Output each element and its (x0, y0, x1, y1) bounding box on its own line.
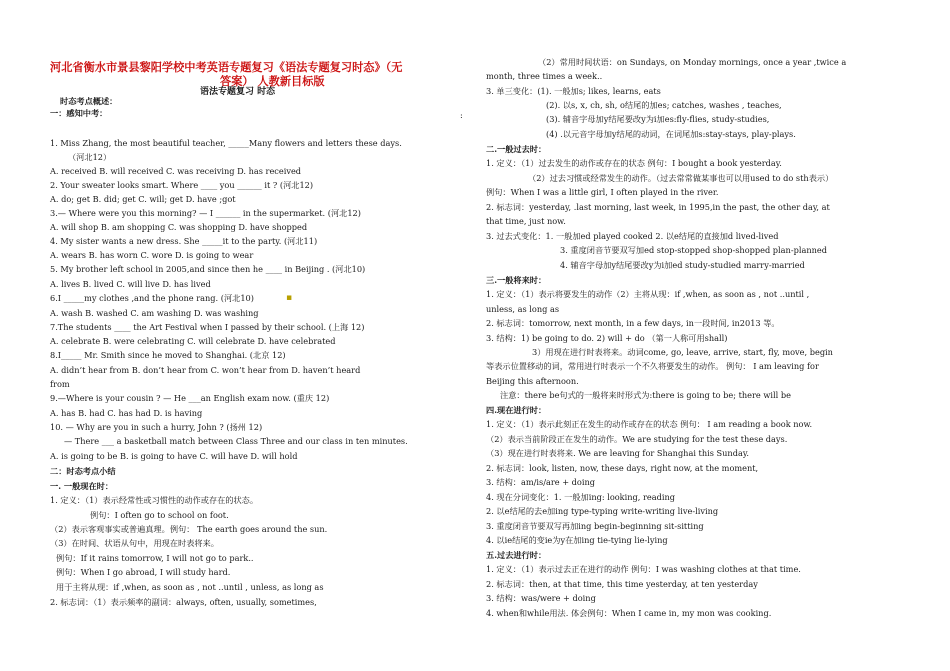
right-line: 3）用现在进行时表将来。动词come, go, leave, arrive, start, fly, move, begin (532, 347, 833, 357)
right-line: (4) .以元音字母加y结尾的动词，在词尾加s:stay-stays, play-plays. (546, 129, 796, 139)
left-line: 1. Miss Zhang, the most beautiful teacher, _____Many flowers and letters these days. (50, 138, 402, 148)
right-line: 3. 结构：1) be going to do. 2) will + do （第一人称可用shall) (486, 333, 728, 343)
right-line: that time, just now. (486, 216, 566, 226)
right-line: 2. 标志词：look, listen, now, these days, right now, at the moment, (486, 463, 759, 473)
right-line: 五.过去进行时： (486, 550, 547, 560)
left-line: A. celebrate B. were celebrating C. will celebrate D. have celebrated (50, 336, 336, 346)
right-line: 四.现在进行时： (486, 405, 547, 415)
left-line: 例句：I often go to school on foot. (90, 510, 229, 520)
right-line: 注意：there be句式的一般将来时形式为:there is going to be; there will be (500, 390, 791, 400)
right-line: 1. 定义：（1）过去发生的动作或存在的状态 例句：I bought a book yesterday. (486, 158, 782, 168)
left-line: A. is going to be B. is going to have C. will have D. will hold (50, 451, 298, 461)
left-line: A. has B. had C. has had D. is having (50, 408, 203, 418)
right-line: 3. 单三变化：(1). 一般加s; likes, learns, eats (486, 86, 661, 96)
left-line: 1. 定义：（1）表示经常性或习惯性的动作或存在的状态。 (50, 495, 259, 505)
left-line: 例句：If it rains tomorrow, I will not go to park.. (56, 553, 254, 563)
right-line: （2）表示当前阶段正在发生的动作。We are studying for the test these days. (486, 434, 788, 444)
right-line: 等表示位置移动的词，常用进行时表示一个不久将要发生的动作。 例句： I am leaving for (486, 361, 819, 371)
decorative-dot: ▪ (286, 293, 293, 303)
left-line: （2）表示客观事实或普遍真理。例句： The earth goes around the sun. (50, 524, 328, 534)
right-line: 3. 过去式变化：1. 一般加ed played cooked 2. 以e结尾的直接加d lived-lived (486, 231, 779, 241)
right-line: Beijing this afternoon. (486, 376, 579, 386)
right-line: 4. 以ie结尾的变ie为y在加ing tie-tying lie-lying (486, 535, 668, 545)
left-line: A. wash B. washed C. am washing D. was washing (50, 308, 259, 318)
doc-subtitle: 语法专题复习 时态 (200, 87, 276, 97)
left-line: 2. Your sweater looks smart. Where ____ you ______ it ? (河北12) (50, 180, 314, 190)
left-line: 二：时态考点小结 (50, 466, 116, 476)
right-line: 二.一般过去时： (486, 144, 547, 154)
left-line: 时态考点概述： (60, 96, 118, 106)
right-line: 3. 重度闭音节要双写再加ing begin-beginning sit-sitting (486, 521, 704, 531)
left-line: A. wears B. has worn C. wore D. is going to wear (50, 250, 254, 260)
right-line: 1. 定义：（1）表示过去正在进行的动作 例句：I was washing clothes at that time. (486, 564, 801, 574)
left-line: 7.The students ____ the Art Festival when I passed by their school. (上海 12) (50, 322, 365, 332)
left-line: 5. My brother left school in 2005,and since then he ____ in Beijing . (河北10) (50, 264, 366, 274)
right-line: 2. 以e结尾的去e加ing type-typing write-writing live-living (486, 506, 719, 516)
right-line: 1. 定义：（1）表示将要发生的动作（2）主将从现：if ,when, as soon as , not ..until , (486, 289, 810, 299)
left-line: A. didn’t hear from B. don’t hear from C. won’t hear from D. haven’t heard (50, 365, 361, 375)
right-line: (3). 辅音字母加y结尾要改y为i加es:fly-flies, study-studies, (546, 114, 770, 124)
right-line: 1. 定义：（1）表示此刻正在发生的动作或存在的状态 例句： I am reading a book now. (486, 419, 813, 429)
left-line: A. received B. will received C. was receiving D. has received (50, 166, 302, 176)
left-line: （河北12） (68, 152, 112, 162)
right-line: 4. 现在分词变化：1. 一般加ing: looking, reading (486, 492, 675, 502)
right-line: 4. 辅音字母加y结尾要改y为i加ed study-studied marry-married (560, 260, 805, 270)
right-line: 三.一般将来时： (486, 275, 547, 285)
left-line: A. will shop B. am shopping C. was shopping D. have shopped (50, 222, 308, 232)
left-line: 6.I _____my clothes ,and the phone rang. (河北10) (50, 293, 254, 303)
left-line: 10. — Why are you in such a hurry, John ? (扬州 12) (50, 422, 263, 432)
left-line: 一：感知中考： (50, 108, 108, 118)
right-line: 2. 标志词：yesterday, .last morning, last week, in 1995,in the past, the other day, at (486, 202, 830, 212)
right-line: (2). 以s, x, ch, sh, o结尾的加es; catches, washes , teaches, (546, 100, 782, 110)
doc-title-line-1: 河北省衡水市景县黎阳学校中考英语专题复习《语法专题复习时态》（无 (50, 61, 403, 74)
left-line: （3）在时间、状语从句中，用现在时表将来。 (50, 538, 219, 548)
right-line: unless, as long as (486, 304, 560, 314)
right-line: 4. when和while用法. 体会例句：When I came in, my mon was cooking. (486, 608, 772, 618)
right-line: （2）常用时间状语：on Sundays, on Monday mornings, once a year ,twice a (538, 57, 847, 67)
left-line: 4. My sister wants a new dress. She _____it to the party. (河北11) (50, 236, 318, 246)
right-line: 例句：When I was a little girl, I often played in the river. (486, 187, 719, 197)
right-line: （3）现在进行时表将来. We are leaving for Shanghai this Sunday. (486, 448, 749, 458)
left-line: 2. 标志词：（1）表示频率的副词：always, often, usually, sometimes, (50, 597, 317, 607)
left-line: : (460, 110, 463, 120)
right-line: 3. 结构：am/is/are + doing (486, 477, 595, 487)
left-line: — There ___ a basketball match between Class Three and our class in ten minutes. (64, 436, 408, 446)
left-line: 9.—Where is your cousin ? — He ___an English exam now. (重庆 12) (50, 393, 330, 403)
right-line: 2. 标志词：then, at that time, this time yesterday, at ten yesterday (486, 579, 758, 589)
left-line: from (50, 379, 70, 389)
doc-title-line-2: 答案） 人教新目标版 (220, 75, 325, 88)
right-line: 2. 标志词：tomorrow, next month, in a few days, in一段时间, in2013 等。 (486, 318, 780, 328)
left-line: 8.I_____ Mr. Smith since he moved to Shanghai. (北京 12) (50, 350, 286, 360)
left-line: A. lives B. lived C. will live D. has lived (50, 279, 211, 289)
left-line: 用于主将从现：if ,when, as soon as , not ..until , unless, as long as (56, 582, 324, 592)
right-line: （2）过去习惯或经常发生的动作。（过去常常做某事也可以用used to do sth表示） (528, 173, 834, 183)
left-line: A. do; get B. did; get C. will; get D. have ;got (50, 194, 236, 204)
right-line: 3. 重度闭音节要双写加ed stop-stopped shop-shopped plan-planned (560, 245, 827, 255)
right-line: month, three times a week.. (486, 71, 603, 81)
left-line: 例句：When I go abroad, I will study hard. (56, 567, 231, 577)
left-line: 3.— Where were you this morning? — I ______ in the supermarket. (河北12) (50, 208, 361, 218)
left-line: 一. 一般现在时： (50, 481, 114, 491)
right-line: 3. 结构：was/were + doing (486, 593, 596, 603)
